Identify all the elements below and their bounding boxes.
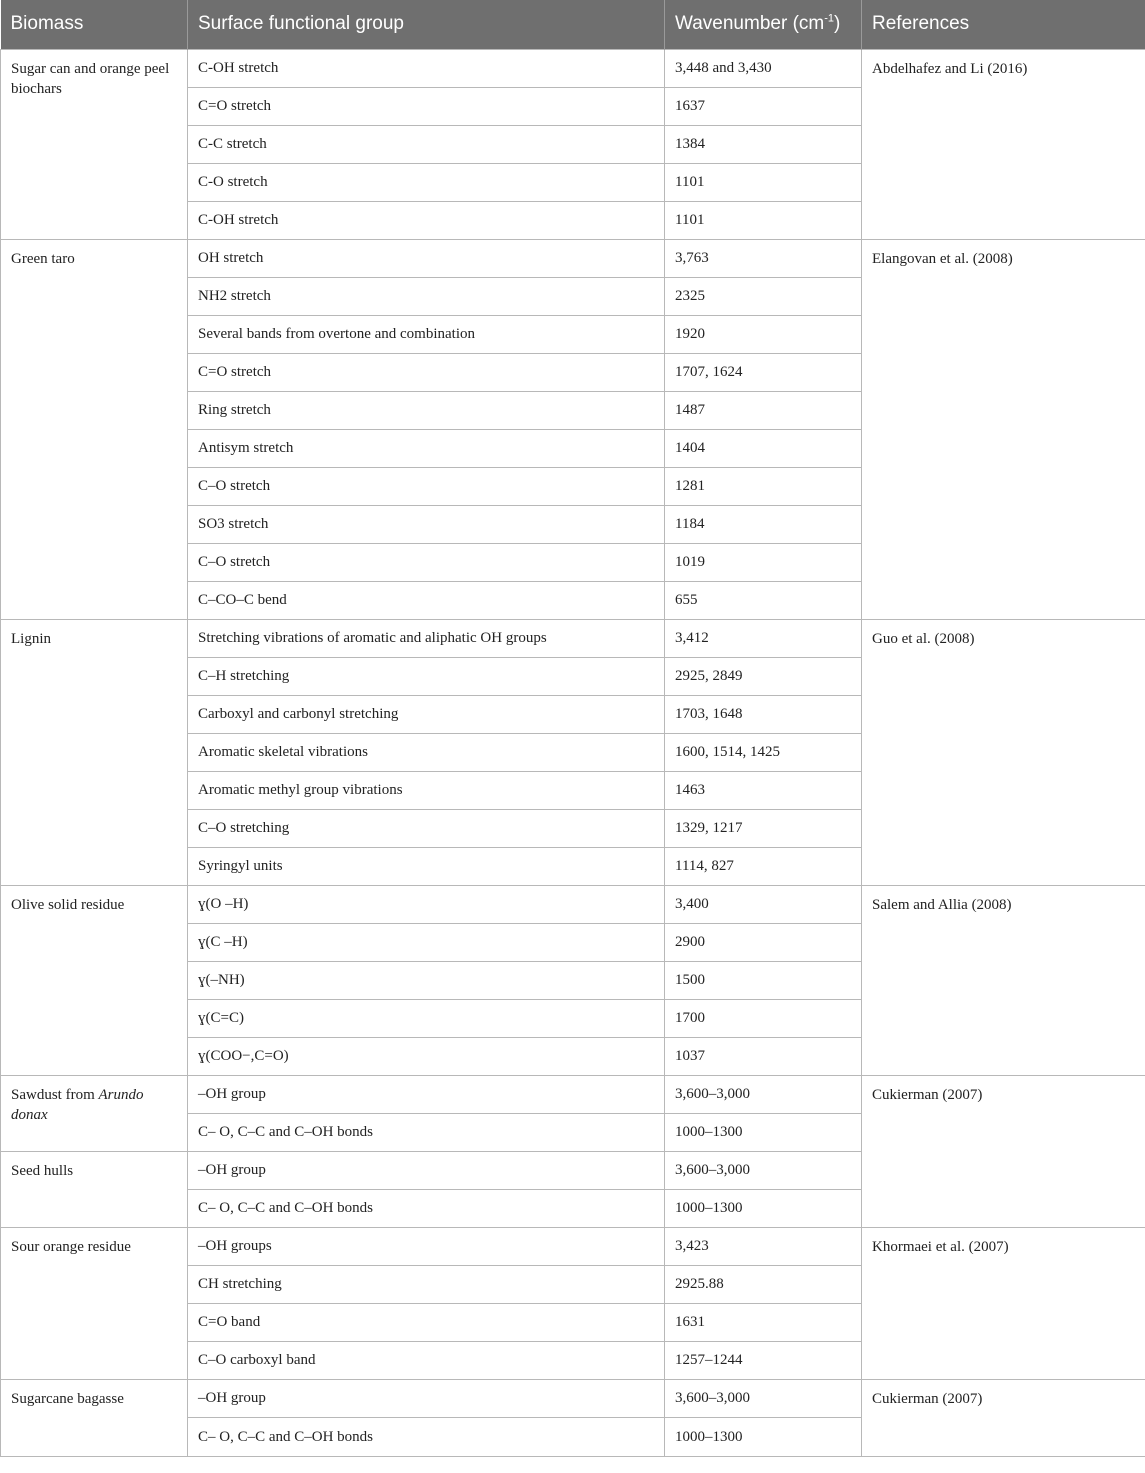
functional-group-cell: CH stretching <box>188 1265 665 1303</box>
biomass-cell: Green taro <box>1 239 188 619</box>
header-functional-group: Surface functional group <box>188 0 665 49</box>
functional-group-cell: ɣ(C –H) <box>188 923 665 961</box>
table-body <box>1 49 1145 1456</box>
functional-group-cell: ɣ(COO−,C=O) <box>188 1037 665 1075</box>
functional-group-cell: C=O stretch <box>188 87 665 125</box>
biomass-cell: Sugarcane bagasse <box>1 1379 188 1456</box>
wavenumber-cell: 1700 <box>665 999 862 1037</box>
functional-group-cell: C– O, C–C and C–OH bonds <box>188 1189 665 1227</box>
wavenumber-cell: 1329, 1217 <box>665 809 862 847</box>
functional-group-cell: Antisym stretch <box>188 429 665 467</box>
biomass-cell <box>1 1075 188 1151</box>
wavenumber-cell: 1500 <box>665 961 862 999</box>
functional-group-cell: ɣ(O –H) <box>188 885 665 923</box>
table-row <box>1 239 1145 277</box>
functional-group-cell: C– O, C–C and C–OH bonds <box>188 1113 665 1151</box>
wavenumber-cell: 2325 <box>665 277 862 315</box>
functional-group-cell: SO3 stretch <box>188 505 665 543</box>
functional-group-cell: –OH group <box>188 1075 665 1113</box>
wavenumber-cell: 1114, 827 <box>665 847 862 885</box>
wavenumber-cell: 1631 <box>665 1303 862 1341</box>
functional-group-cell: C–CO–C bend <box>188 581 665 619</box>
biomass-text: Sawdust from <box>11 1086 99 1103</box>
wavenumber-cell: 3,600–3,000 <box>665 1379 862 1417</box>
reference-cell: Cukierman (2007) <box>862 1379 1145 1456</box>
wavenumber-cell: 1037 <box>665 1037 862 1075</box>
wavenumber-cell: 1600, 1514, 1425 <box>665 733 862 771</box>
table-row <box>1 1379 1145 1417</box>
biomass-species: Arundo donax <box>11 1086 144 1123</box>
functional-group-cell: C–H stretching <box>188 657 665 695</box>
functional-group-cell: C-OH stretch <box>188 201 665 239</box>
functional-group-cell: –OH group <box>188 1379 665 1417</box>
wavenumber-cell: 3,448 and 3,430 <box>665 49 862 87</box>
functional-group-cell: –OH groups <box>188 1227 665 1265</box>
wavenumber-cell: 2925.88 <box>665 1265 862 1303</box>
header-biomass: Biomass <box>1 0 188 49</box>
wavenumber-cell: 1000–1300 <box>665 1113 862 1151</box>
wavenumber-cell: 1463 <box>665 771 862 809</box>
wavenumber-cell: 1000–1300 <box>665 1417 862 1456</box>
functional-group-cell: C-C stretch <box>188 125 665 163</box>
table-row <box>1 885 1145 923</box>
wavenumber-cell: 3,400 <box>665 885 862 923</box>
header-wavenumber-close: ) <box>834 13 841 35</box>
wavenumber-cell: 1101 <box>665 201 862 239</box>
wavenumber-cell: 1487 <box>665 391 862 429</box>
reference-cell: Elangovan et al. (2008) <box>862 239 1145 619</box>
functional-group-cell: C=O stretch <box>188 353 665 391</box>
biomass-cell: Sour orange residue <box>1 1227 188 1379</box>
wavenumber-cell: 2925, 2849 <box>665 657 862 695</box>
wavenumber-cell: 2900 <box>665 923 862 961</box>
functional-group-cell: ɣ(C=C) <box>188 999 665 1037</box>
functional-group-cell: C-O stretch <box>188 163 665 201</box>
table-row <box>1 49 1145 87</box>
wavenumber-cell: 3,423 <box>665 1227 862 1265</box>
functional-group-cell: –OH group <box>188 1151 665 1189</box>
reference-cell: Abdelhafez and Li (2016) <box>862 49 1145 239</box>
wavenumber-cell: 655 <box>665 581 862 619</box>
biomass-cell: Sugar can and orange peel biochars <box>1 49 188 239</box>
table-row <box>1 619 1145 657</box>
wavenumber-cell: 3,412 <box>665 619 862 657</box>
functional-group-cell: Several bands from overtone and combination <box>188 315 665 353</box>
wavenumber-cell: 1703, 1648 <box>665 695 862 733</box>
reference-cell: Guo et al. (2008) <box>862 619 1145 885</box>
wavenumber-cell: 3,763 <box>665 239 862 277</box>
reference-cell: Salem and Allia (2008) <box>862 885 1145 1075</box>
functional-group-cell: C=O band <box>188 1303 665 1341</box>
functional-group-cell: C– O, C–C and C–OH bonds <box>188 1417 665 1456</box>
functional-group-cell: C–O carboxyl band <box>188 1341 665 1379</box>
wavenumber-cell: 1707, 1624 <box>665 353 862 391</box>
reference-cell: Khormaei et al. (2007) <box>862 1227 1145 1379</box>
biomass-cell: Seed hulls <box>1 1151 188 1227</box>
wavenumber-cell: 1637 <box>665 87 862 125</box>
functional-group-cell: C–O stretch <box>188 543 665 581</box>
functional-group-cell: Syringyl units <box>188 847 665 885</box>
functional-group-cell: C-OH stretch <box>188 49 665 87</box>
table-row <box>1 1075 1145 1113</box>
functional-group-cell: ɣ(–NH) <box>188 961 665 999</box>
wavenumber-cell: 1184 <box>665 505 862 543</box>
wavenumber-cell: 1404 <box>665 429 862 467</box>
header-wavenumber-text: Wavenumber (cm <box>675 13 825 35</box>
functional-group-cell: NH2 stretch <box>188 277 665 315</box>
header-row <box>1 0 1145 49</box>
functional-group-cell: Aromatic skeletal vibrations <box>188 733 665 771</box>
wavenumber-cell: 3,600–3,000 <box>665 1075 862 1113</box>
wavenumber-cell: 1019 <box>665 543 862 581</box>
functional-group-cell: C–O stretching <box>188 809 665 847</box>
header-wavenumber-exponent: -1 <box>824 12 834 25</box>
reference-cell: Cukierman (2007) <box>862 1075 1145 1227</box>
wavenumber-cell: 1257–1244 <box>665 1341 862 1379</box>
wavenumber-cell: 1281 <box>665 467 862 505</box>
table-header <box>1 0 1145 49</box>
functional-group-cell: OH stretch <box>188 239 665 277</box>
biomass-cell: Lignin <box>1 619 188 885</box>
functional-group-cell: Carboxyl and carbonyl stretching <box>188 695 665 733</box>
wavenumber-cell: 1101 <box>665 163 862 201</box>
wavenumber-cell: 3,600–3,000 <box>665 1151 862 1189</box>
wavenumber-cell: 1000–1300 <box>665 1189 862 1227</box>
header-references: References <box>862 0 1145 49</box>
table-row <box>1 1227 1145 1265</box>
biomass-cell: Olive solid residue <box>1 885 188 1075</box>
functional-group-cell: Ring stretch <box>188 391 665 429</box>
functional-group-cell: Aromatic methyl group vibrations <box>188 771 665 809</box>
functional-group-cell: Stretching vibrations of aromatic and aliphatic OH groups <box>188 619 665 657</box>
functional-group-cell: C–O stretch <box>188 467 665 505</box>
wavenumber-cell: 1920 <box>665 315 862 353</box>
wavenumber-cell: 1384 <box>665 125 862 163</box>
header-wavenumber <box>665 0 862 49</box>
